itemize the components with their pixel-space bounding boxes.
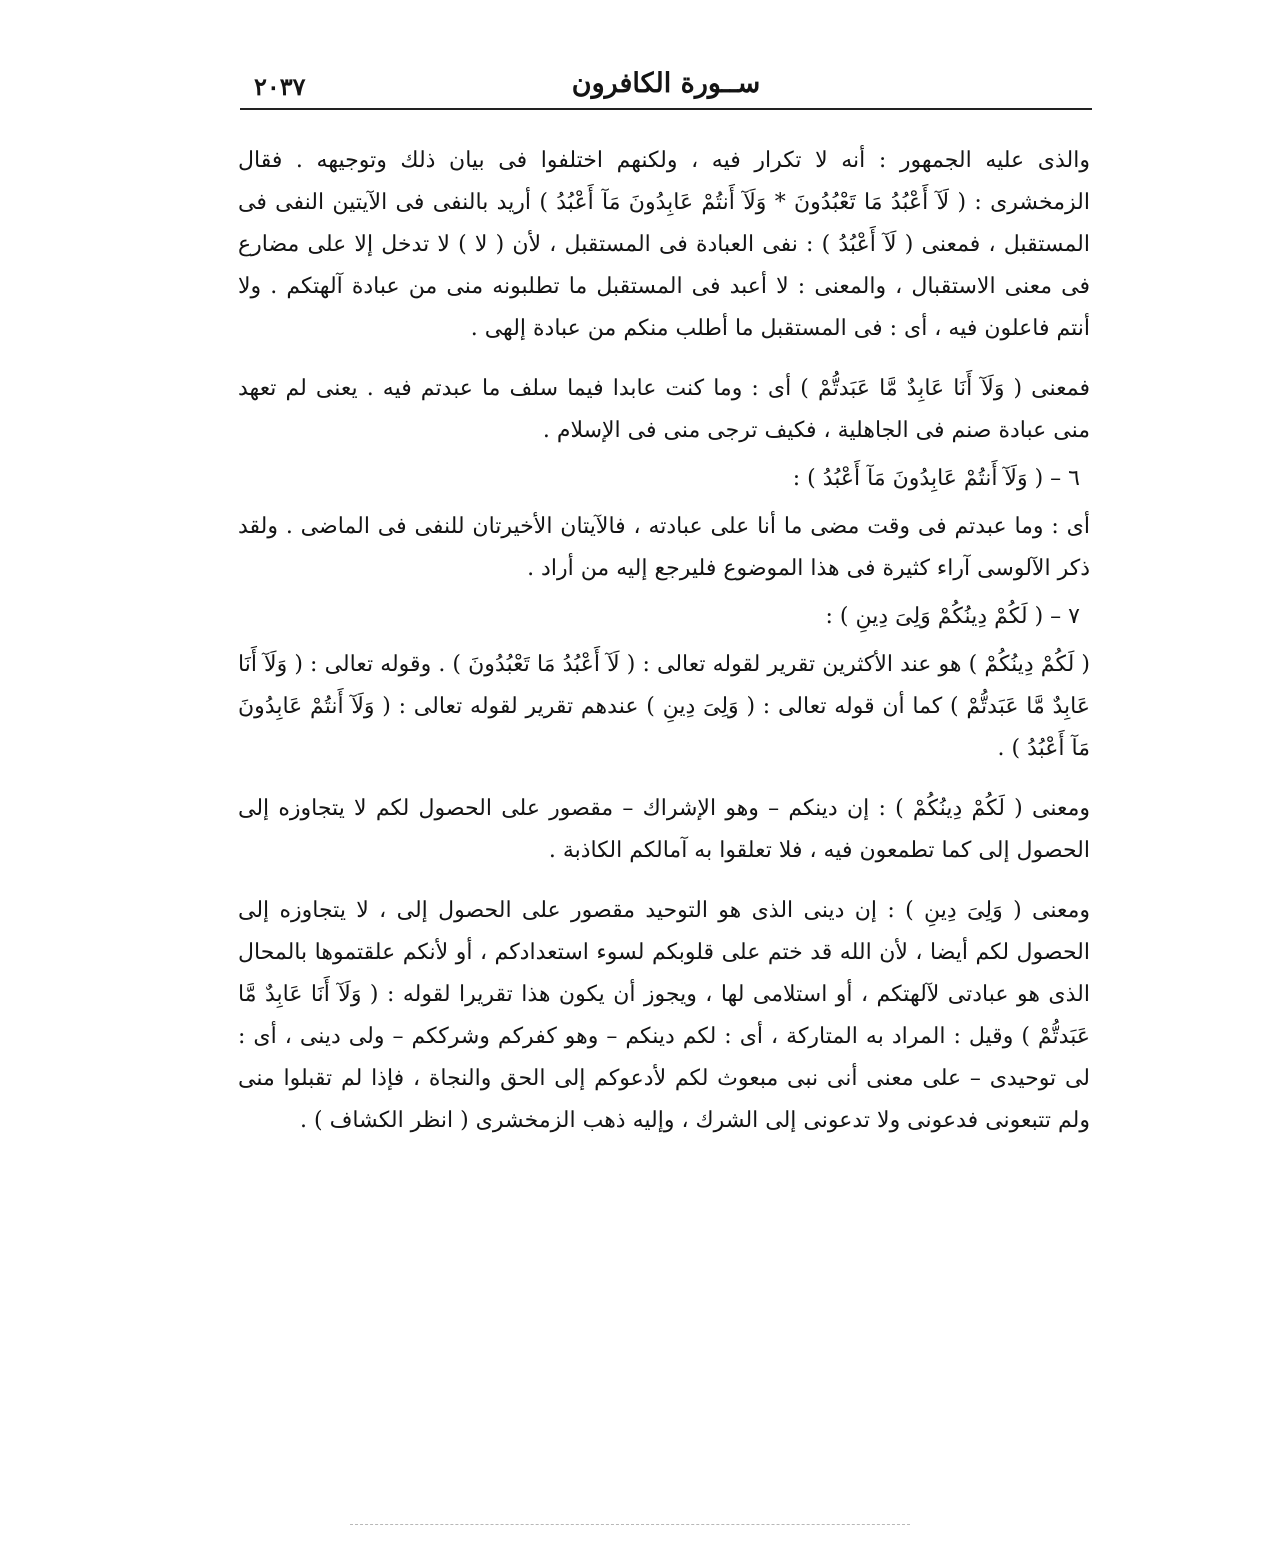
paragraph-jumhur: والذى عليه الجمهور : أنه لا تكرار فيه ، ولكنهم اختلفوا فى بيان ذلك وتوجيهه . فقال الزمخشرى : ( لَآ أَعْبُدُ مَا تَعْبُدُونَ * وَلَآ أَنتُمْ عَابِدُونَ مَآ أَعْبُدُ ) أريد بالنفى فى الآيتين النفى فى المستقبل ، فمعنى ( لَآ أَعْبُدُ ) : نفى العبادة فى المستقبل ، لأن ( لا ) لا تدخل إلا على مضارع فى معنى الاستقبال ، والمعنى : لا أعبد فى المستقبل ما تطلبونه منى من عبادة آلهتكم . ولا أنتم فاعلون فيه ، أى : فى المستقبل ما أطلب منكم من عبادة إلهى . (238, 148, 1090, 341)
page-header (240, 64, 1092, 104)
page-number: ٢٠٣٧ (254, 72, 306, 101)
surah-title: ســورة الكافرون (571, 68, 761, 99)
paragraph-verse-6: أى : وما عبدتم فى وقت مضى ما أنا على عبادته ، فالآيتان الأخيرتان للنفى فى الماضى . ولقد ذكر الآلوسى آراء كثيرة فى هذا الموضوع فليرجع إليه من أراد . (238, 514, 1090, 581)
paragraph-meaning-verse-4: فمعنى ( وَلَآ أَنَا عَابِدٌ مَّا عَبَدتُّمْ ) أى : وما كنت عابدا فيما سلف ما عبدتم فيه . يعنى لم تعهد منى عبادة صنم فى الجاهلية ، فكيف ترجى منى فى الإسلام . (238, 376, 1090, 443)
footer-divider (350, 1524, 910, 1525)
commentary-body (238, 140, 1090, 1142)
paragraph-waliya-din: ومعنى ( وَلِىَ دِينِ ) : إن دينى الذى هو التوحيد مقصور على الحصول إلى ، لا يتجاوزه إلى الحصول لكم أيضا ، لأن الله قد ختم على قلوبكم لسوء استعدادكم ، أو لأنكم علقتموها بالمحال الذى هو عبادتى لآلهتكم ، أو استلامى لها ، ويجوز أن يكون هذا تقريرا لقوله : ( وَلَآ أَنَا عَابِدٌ مَّا عَبَدتُّمْ ) وقيل : المراد به المتاركة ، أى : لكم دينكم – وهو كفركم وشرككم – ولى دينى ، أى : لى توحيدى – على معنى أنى نبى مبعوث لكم لأدعوكم إلى الحق والنجاة ، فإذا لم تقبلوا منى ولم تتبعونى فدعونى ولا تدعونى إلى الشرك ، وإليه ذهب الزمخشرى ( انظر الكشاف ) . (238, 898, 1090, 1133)
header-divider (240, 108, 1092, 110)
verse-heading-6: ٦ – ( وَلَآ أَنتُمْ عَابِدُونَ مَآ أَعْبُدُ ) : (792, 466, 1080, 491)
paragraph-lakum-dinukum: ومعنى ( لَكُمْ دِينُكُمْ ) : إن دينكم – وهو الإشراك – مقصور على الحصول لكم لا يتجاوزه إلى الحصول إلى كما تطمعون فيه ، فلا تعلقوا به آمالكم الكاذبة . (238, 796, 1090, 863)
verse-heading-7: ٧ – ( لَكُمْ دِينُكُمْ وَلِىَ دِينِ ) : (825, 604, 1080, 629)
paragraph-verse-7: ( لَكُمْ دِينُكُمْ ) هو عند الأكثرين تقرير لقوله تعالى : ( لَآ أَعْبُدُ مَا تَعْبُدُونَ ) . وقوله تعالى : ( وَلَآ أَنَا عَابِدٌ مَّا عَبَدتُّمْ ) كما أن قوله تعالى : ( وَلِىَ دِينِ ) عندهم تقرير لقوله تعالى : ( وَلَآ أَنتُمْ عَابِدُونَ مَآ أَعْبُدُ ) . (238, 652, 1090, 761)
